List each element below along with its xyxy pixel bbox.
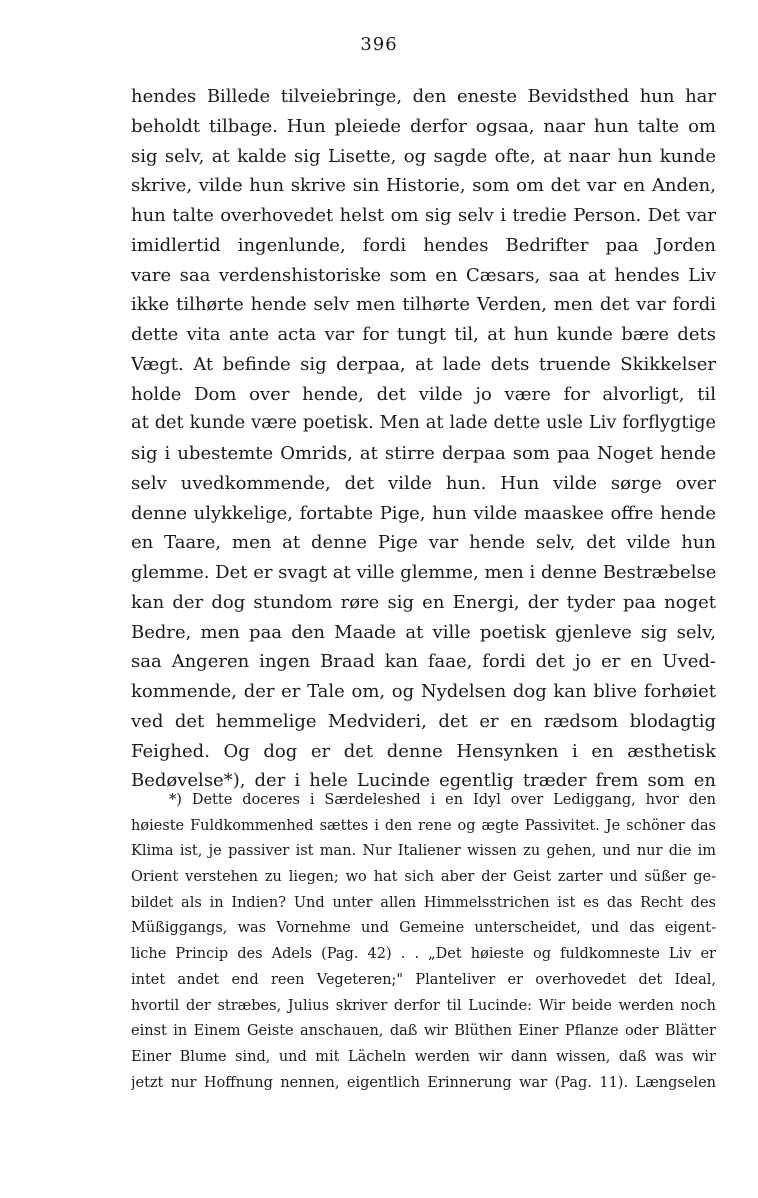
body-text-line: Vægt. At befinde sig derpaa, at lade dets truende Skikkelser (131, 353, 716, 375)
body-text-line: beholdt tilbage. Hun pleiede derfor ogsaa, naar hun talte om (131, 115, 716, 137)
body-text-line: holde Dom over hende, det vilde jo være for alvorligt, til (131, 383, 716, 405)
body-text-line: vare saa verdenshistoriske som en Cæsars, saa at hendes Liv (131, 264, 716, 286)
body-text-line: ved det hemmelige Medvideri, det er en rædsom blodagtig (131, 710, 716, 732)
footnote-line: jetzt nur Hoffnung nennen, eigentlich Erinnerung war (Pag. 11). Længselen (131, 1074, 716, 1091)
footnote-line: *) Dette doceres i Særdeleshed i en Idyl over Lediggang, hvor den (169, 792, 716, 808)
body-text-line: sig selv, at kalde sig Lisette, og sagde ofte, at naar hun kunde (131, 145, 716, 167)
body-text-line: at det kunde være poetisk. Men at lade dette usle Liv forflygtige (131, 413, 716, 434)
body-text-line: ikke tilhørte hende selv men tilhørte Verden, men det var fordi (131, 294, 716, 316)
body-text-line: kommende, der er Tale om, og Nydelsen dog kan blive forhøiet (131, 681, 716, 702)
body-text-line: imidlertid ingenlunde, fordi hendes Bedrifter paa Jorden (131, 234, 716, 256)
body-text (131, 82, 716, 796)
footnote-line: bildet als in Indien? Und unter allen Himmelsstrichen ist es das Recht des (131, 894, 716, 911)
footnote-line: Müßiggangs, was Vornehme und Gemeine unterscheidet, und das eigent- (131, 920, 716, 937)
body-text-line: kan der dog stundom røre sig en Energi, der tyder paa noget (131, 591, 716, 613)
body-text-line: hendes Billede tilveiebringe, den eneste Bevidsthed hun har (131, 86, 716, 107)
footnote-line: intet andet end reen Vegeteren;" Planteliver er overhovedet det Ideal, (131, 971, 716, 988)
page-number: 396 (360, 34, 398, 55)
body-text-line: saa Angeren ingen Braad kan faae, fordi det jo er en Uved- (131, 651, 716, 673)
body-text-line: Bedøvelse*), der i hele Lucinde egentlig træder frem som en (131, 770, 716, 792)
footnote-line: høieste Fuldkommenhed sættes i den rene og ægte Passivitet. Je schöner das (131, 817, 716, 834)
body-text-line: hun talte overhovedet helst om sig selv i tredie Person. Det var (131, 205, 716, 226)
footnote-line: hvortil der stræbes, Julius skriver derfor til Lucinde: Wir beide werden noch (131, 997, 716, 1014)
body-text-line: selv uvedkommende, det vilde hun. Hun vilde sørge over (131, 472, 716, 494)
footnote-line: Einer Blume sind, und mit Lächeln werden wir dann wissen, daß was wir (131, 1048, 716, 1065)
body-text-line: denne ulykkelige, fortabte Pige, hun vilde maaskee offre hende (131, 502, 716, 524)
footnote-line: einst in Einem Geiste anschauen, daß wir Blüthen Einer Pflanze oder Blätter (131, 1023, 716, 1040)
footnote-line: liche Princip des Adels (Pag. 42) . . „Det høieste og fuldkomneste Liv er (131, 946, 716, 963)
body-text-line: Feighed. Og dog er det denne Hensynken i en æsthetisk (131, 740, 716, 762)
body-text-line: glemme. Det er svagt at ville glemme, men i denne Bestræbelse (131, 562, 716, 583)
body-text-line: en Taare, men at denne Pige var hende selv, det vilde hun (131, 532, 716, 554)
footnote-line: Orient verstehen zu liegen; wo hat sich aber der Geist zarter und süßer ge- (131, 869, 716, 886)
footnote-line: Klima ist, je passiver ist man. Nur Italiener wissen zu gehen, und nur die im (131, 843, 716, 860)
body-text-line: sig i ubestemte Omrids, at stirre derpaa som paa Noget hende (131, 443, 716, 464)
body-text-line: dette vita ante acta var for tungt til, at hun kunde bære dets (131, 324, 716, 345)
footnote-block (131, 788, 716, 1096)
body-text-line: skrive, vilde hun skrive sin Historie, som om det var en Anden, (131, 175, 716, 197)
body-text-line: Bedre, men paa den Maade at ville poetisk gjenleve sig selv, (131, 621, 716, 643)
